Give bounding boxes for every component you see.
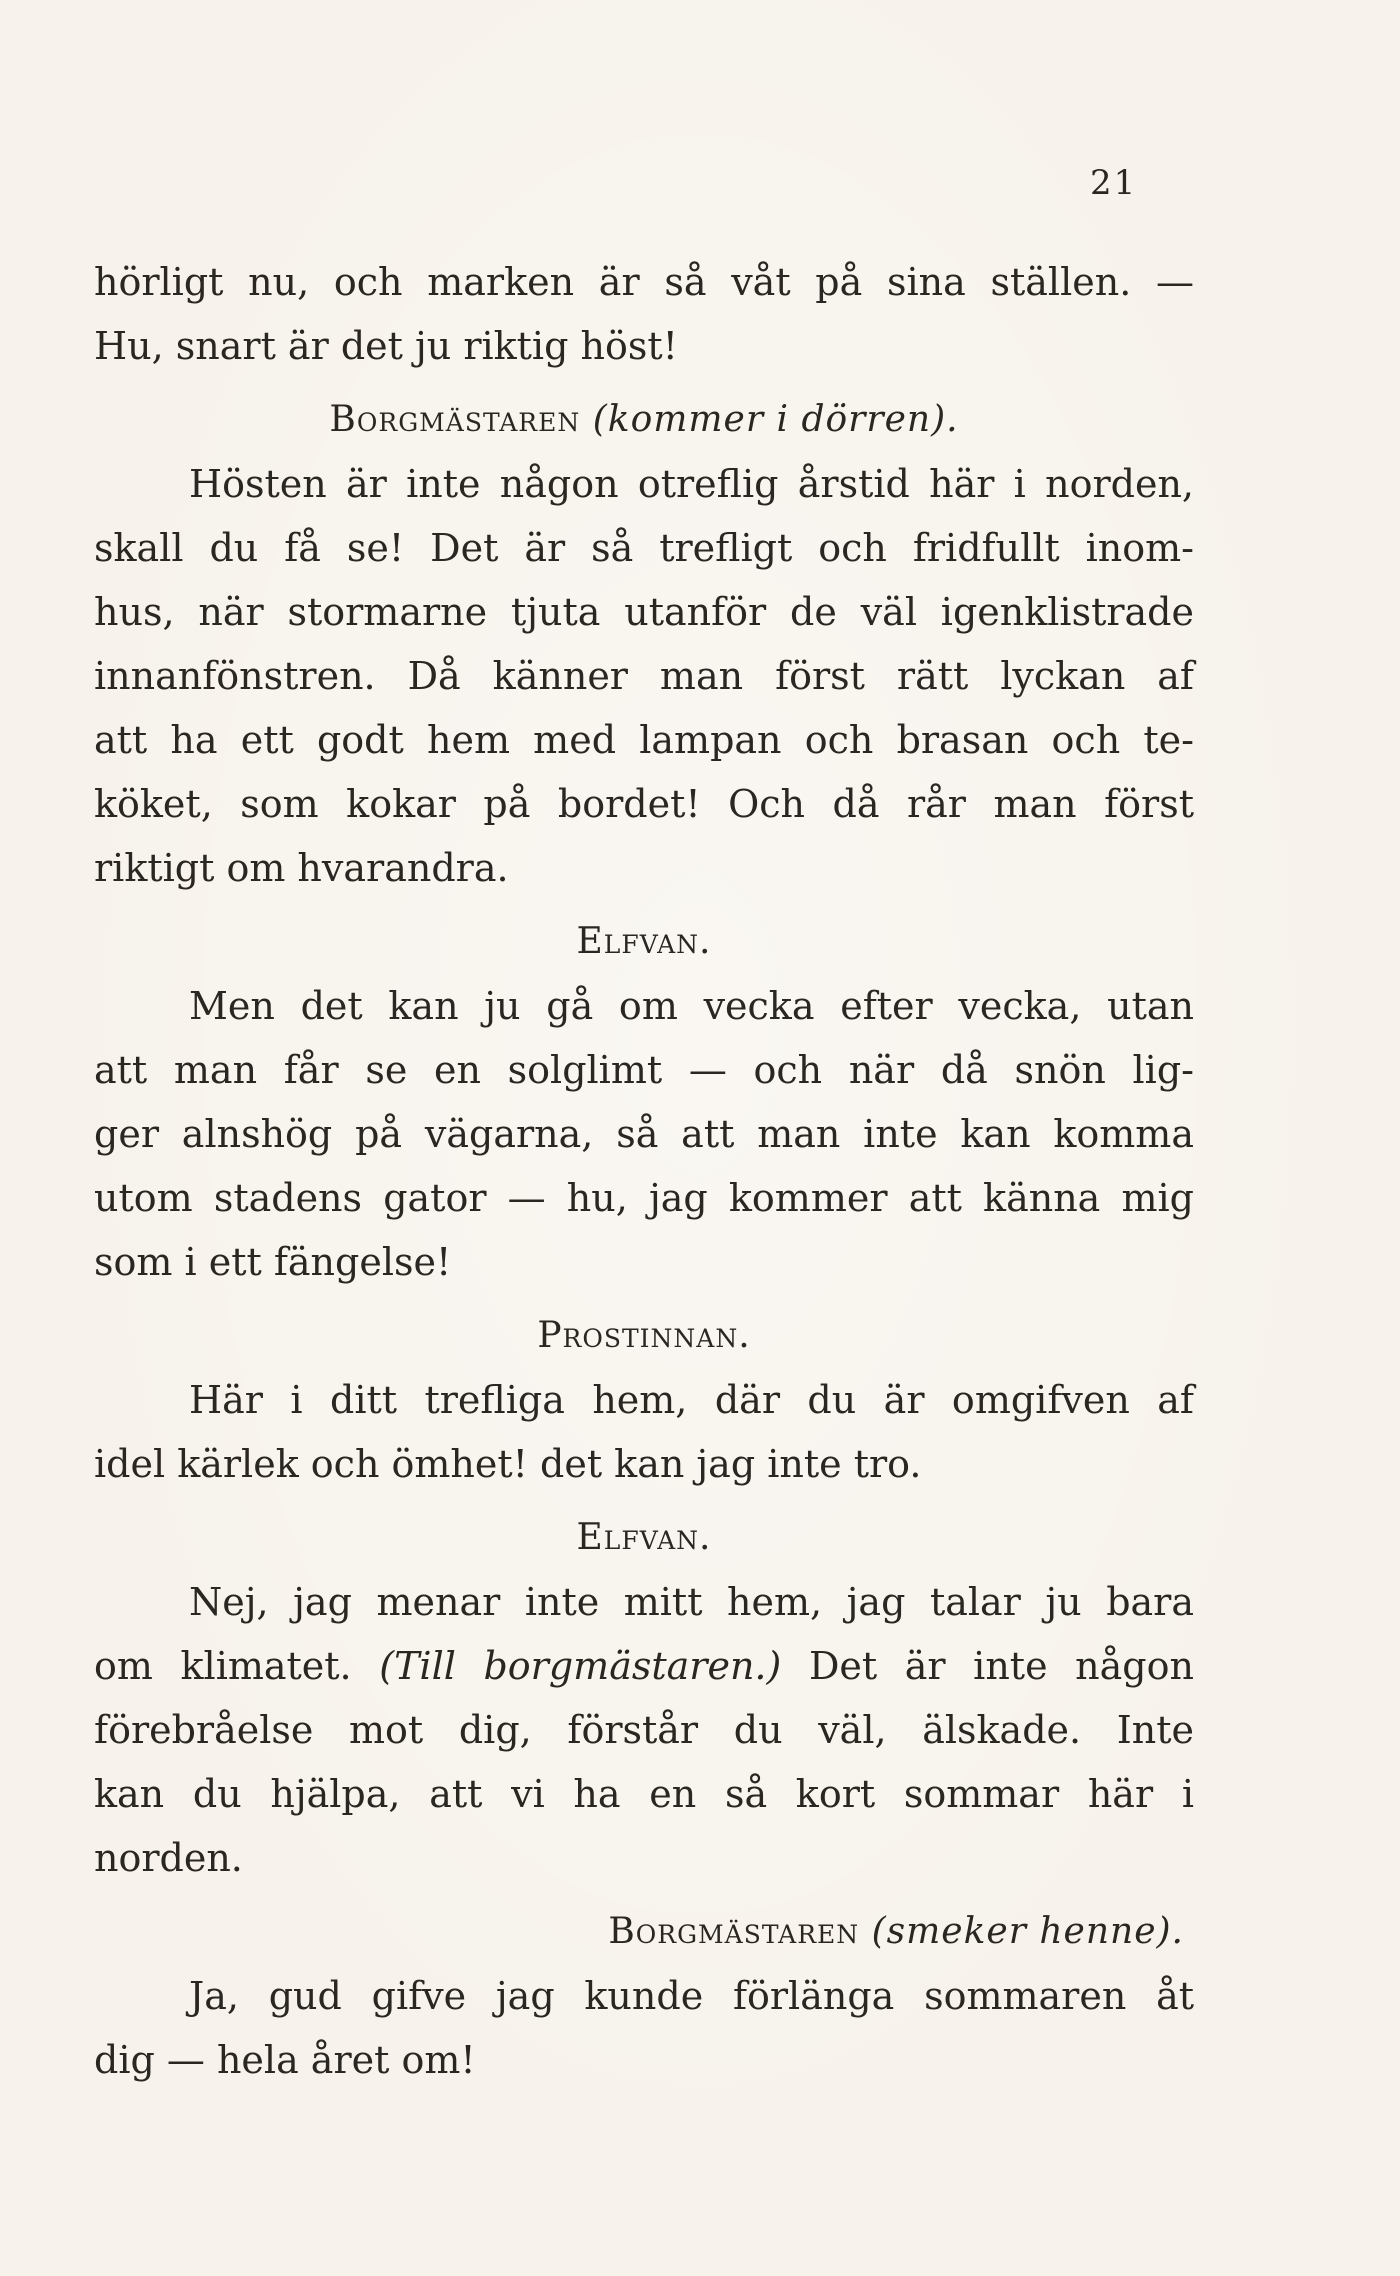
text-line: Men det kan ju gå om vecka efter vecka, utan [189,984,1194,1028]
speaker-heading [94,1506,1194,1570]
speaker-heading [94,910,1194,974]
text-line: norden. [94,1836,243,1880]
text-segment: om klimatet. [94,1644,352,1688]
speaker-name: Prostinnan. [537,1315,751,1356]
text-line: kan du hjälpa, att vi ha en så kort sommar här i [94,1772,1194,1816]
text-line: Ja, gud gifve jag kunde förlänga sommaren åt [189,1974,1194,2018]
stage-direction: (Till borgmästaren.) [379,1644,782,1688]
text-line: Hösten är inte någon otreflig årstid här i norden, [189,462,1194,506]
speaker-name: Elfvan. [576,921,712,962]
speaker-heading [94,388,1194,452]
speaker-heading [94,1304,1194,1368]
play-text [94,250,1194,2092]
text-line: idel kärlek och ömhet! det kan jag inte tro. [94,1442,922,1486]
text-line: innanfönstren. Då känner man först rätt lyckan af [94,654,1194,698]
text-line: utom stadens gator — hu, jag kommer att känna mig [94,1176,1194,1220]
text-line: Hu, snart är det ju riktig höst! [94,324,678,368]
speaker-name: Elfvan. [576,1517,712,1558]
text-line: riktigt om hvarandra. [94,846,509,890]
text-line: hus, när stormarne tjuta utanför de väl igenklistrade [94,590,1194,634]
text-line: förebråelse mot dig, förstår du väl, älskade. Inte [94,1708,1194,1752]
text-line: att ha ett godt hem med lampan och brasan och te- [94,718,1194,762]
page-number: 21 [1090,163,1138,203]
text-line [94,1634,1194,1698]
stage-direction: (kommer i dörren). [592,399,959,440]
text-line: ger alnshög på vägarna, så att man inte kan komma [94,1112,1194,1156]
speaker-heading [94,1900,1194,1964]
text-line: skall du få se! Det är så trefligt och fridfullt inom- [94,526,1194,570]
text-line: att man får se en solglimt — och när då snön lig- [94,1048,1194,1092]
text-line: hörligt nu, och marken är så våt på sina ställen. — [94,260,1194,304]
stage-direction: (smeker henne). [871,1911,1184,1952]
text-line: köket, som kokar på bordet! Och då rår man först [94,782,1194,826]
text-segment: Det är inte någon [808,1644,1194,1688]
speaker-name: Borgmästaren [608,1911,860,1952]
speaker-name: Borgmästaren [329,399,581,440]
text-line: Här i ditt trefliga hem, där du är omgifven af [189,1378,1194,1422]
text-line: som i ett fängelse! [94,1240,452,1284]
text-line: dig — hela året om! [94,2038,476,2082]
text-line: Nej, jag menar inte mitt hem, jag talar ju bara [189,1580,1194,1624]
